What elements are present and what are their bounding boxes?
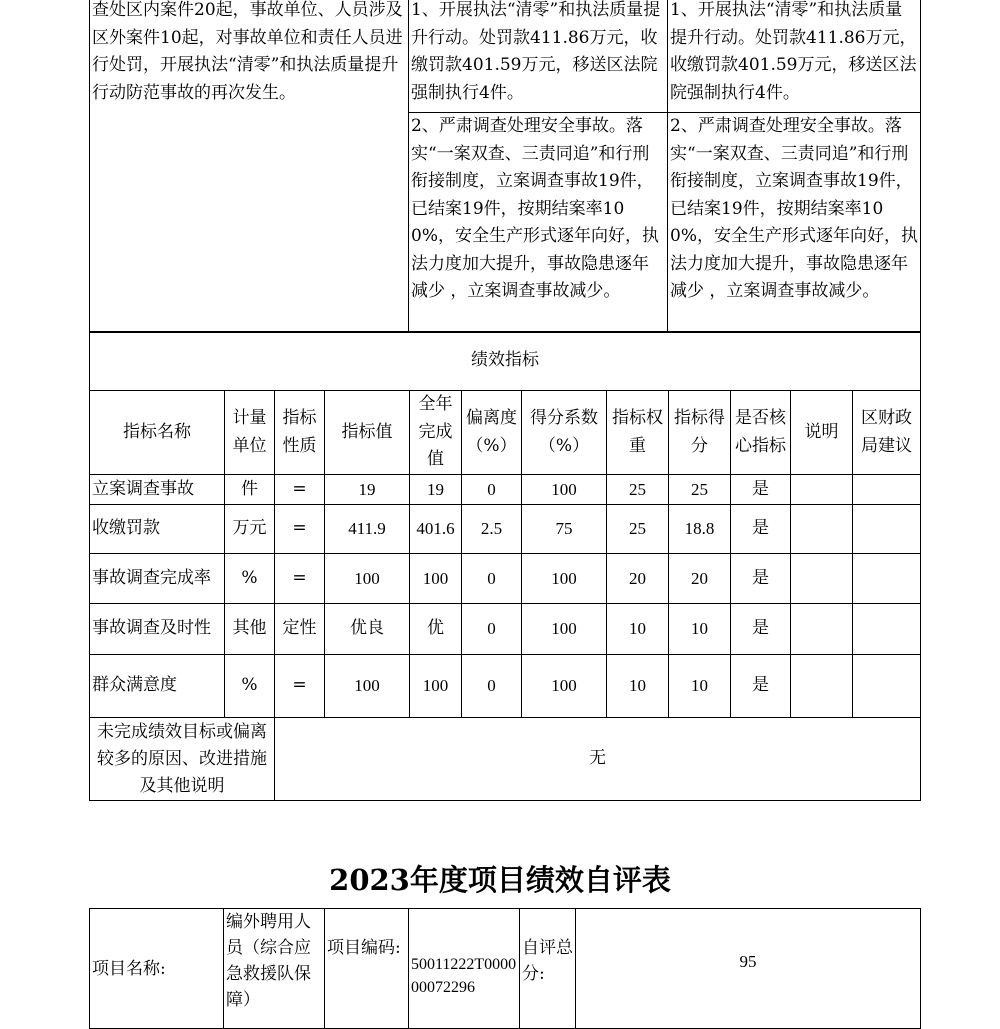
target-value: 100 (325, 554, 410, 604)
unit: 其他 (225, 604, 275, 655)
note (791, 475, 853, 505)
target-value: 19 (325, 475, 410, 505)
score: 25 (669, 475, 731, 505)
header-cell: 指标值 (325, 391, 410, 475)
goal-table (89, 0, 921, 333)
reason-value: 无 (275, 718, 921, 801)
completed-value: 100 (410, 655, 462, 718)
unit: % (225, 655, 275, 718)
deviation: 0 (462, 554, 522, 604)
target-value: 411.9 (325, 505, 410, 554)
planned-goal-1: 1、开展执法“清零”和执法质量提升行动。处罚款411.86万元，收缴罚款401.59万元，移送区法院强制执行4件。 (409, 0, 668, 113)
project-info-table (89, 908, 921, 1029)
section-title: 绩效指标 (90, 332, 921, 391)
completed-value: 19 (410, 475, 462, 505)
header-row (90, 391, 921, 475)
header-cell: 计量单位 (225, 391, 275, 475)
score: 10 (669, 655, 731, 718)
score-label: 自评总分: (520, 909, 576, 1029)
header-cell: 是否核心指标 (731, 391, 791, 475)
target-value: 优良 (325, 604, 410, 655)
project-name: 编外聘用人员（综合应急救援队保障） (224, 909, 325, 1029)
unit: % (225, 554, 275, 604)
nature: = (275, 554, 325, 604)
nature: = (275, 505, 325, 554)
indicator-name: 群众满意度 (90, 655, 225, 718)
deviation: 2.5 (462, 505, 522, 554)
note (791, 505, 853, 554)
note (791, 655, 853, 718)
header-cell: 指标名称 (90, 391, 225, 475)
score: 18.8 (669, 505, 731, 554)
table-row (90, 554, 921, 604)
deviation: 0 (462, 604, 522, 655)
performance-table (89, 331, 921, 801)
table-row (90, 475, 921, 505)
header-cell: 说明 (791, 391, 853, 475)
table-row (90, 604, 921, 655)
header-cell: 指标得分 (669, 391, 731, 475)
indicator-name: 事故调查及时性 (90, 604, 225, 655)
weight: 20 (607, 554, 669, 604)
score-coef: 100 (522, 604, 607, 655)
finance-advice (853, 604, 921, 655)
weight: 25 (607, 475, 669, 505)
finance-advice (853, 554, 921, 604)
project-code-label: 项目编码: (325, 909, 409, 1029)
weight: 10 (607, 655, 669, 718)
nature: = (275, 475, 325, 505)
overall-goal-cell: 查处区内案件20起，事故单位、人员涉及区外案件10起，对事故单位和责任人员进行处罚，开展执法“清零”和执法质量提升行动防范事故的再次发生。 (90, 0, 409, 333)
page-title: 2023年度项目绩效自评表 (329, 863, 671, 897)
is-core: 是 (731, 554, 791, 604)
header-cell: 得分系数（%） (522, 391, 607, 475)
score-coef: 100 (522, 475, 607, 505)
reason-label: 未完成绩效目标或偏离较多的原因、改进措施及其他说明 (90, 718, 275, 801)
score: 20 (669, 554, 731, 604)
finance-advice (853, 505, 921, 554)
score: 10 (669, 604, 731, 655)
planned-goal-2: 2、严肃调查处理安全事故。落实“一案双查、三责同追”和行刑衔接制度，立案调查事故19件，已结案19件，按期结案率100%，安全生产形式逐年向好，执法力度加大提升，事故隐患逐年减少 ，立案调查事故减少。 (409, 113, 668, 333)
table-row (90, 655, 921, 718)
score-coef: 100 (522, 655, 607, 718)
deviation: 0 (462, 475, 522, 505)
is-core: 是 (731, 604, 791, 655)
nature: 定性 (275, 604, 325, 655)
note (791, 554, 853, 604)
is-core: 是 (731, 475, 791, 505)
score-coef: 75 (522, 505, 607, 554)
unit: 件 (225, 475, 275, 505)
indicator-name: 立案调查事故 (90, 475, 225, 505)
completed-value: 优 (410, 604, 462, 655)
weight: 25 (607, 505, 669, 554)
completed-value: 401.6 (410, 505, 462, 554)
is-core: 是 (731, 655, 791, 718)
indicator-name: 收缴罚款 (90, 505, 225, 554)
unit: 万元 (225, 505, 275, 554)
header-cell: 偏离度（%） (462, 391, 522, 475)
completed-value: 100 (410, 554, 462, 604)
weight: 10 (607, 604, 669, 655)
project-code: 50011222T000000072296 (409, 909, 520, 1029)
score-coef: 100 (522, 554, 607, 604)
indicator-name: 事故调查完成率 (90, 554, 225, 604)
header-cell: 指标权重 (607, 391, 669, 475)
note (791, 604, 853, 655)
target-value: 100 (325, 655, 410, 718)
table-row (90, 505, 921, 554)
header-cell: 指标性质 (275, 391, 325, 475)
actual-goal-2: 2、严肃调查处理安全事故。落实“一案双查、三责同追”和行刑衔接制度，立案调查事故19件，已结案19件，按期结案率100%，安全生产形式逐年向好，执法力度加大提升，事故隐患逐年减少 ，立案调查事故减少。 (668, 113, 921, 333)
nature: = (275, 655, 325, 718)
project-name-label: 项目名称: (90, 909, 224, 1029)
finance-advice (853, 475, 921, 505)
finance-advice (853, 655, 921, 718)
deviation: 0 (462, 655, 522, 718)
header-cell: 区财政局建议 (853, 391, 921, 475)
header-cell: 全年完成值 (410, 391, 462, 475)
is-core: 是 (731, 505, 791, 554)
reason-row (90, 718, 921, 801)
actual-goal-1: 1、开展执法“清零”和执法质量提升行动。处罚款411.86万元，收缴罚款401.59万元，移送区法院强制执行4件。 (668, 0, 921, 113)
total-score: 95 (576, 909, 921, 1029)
